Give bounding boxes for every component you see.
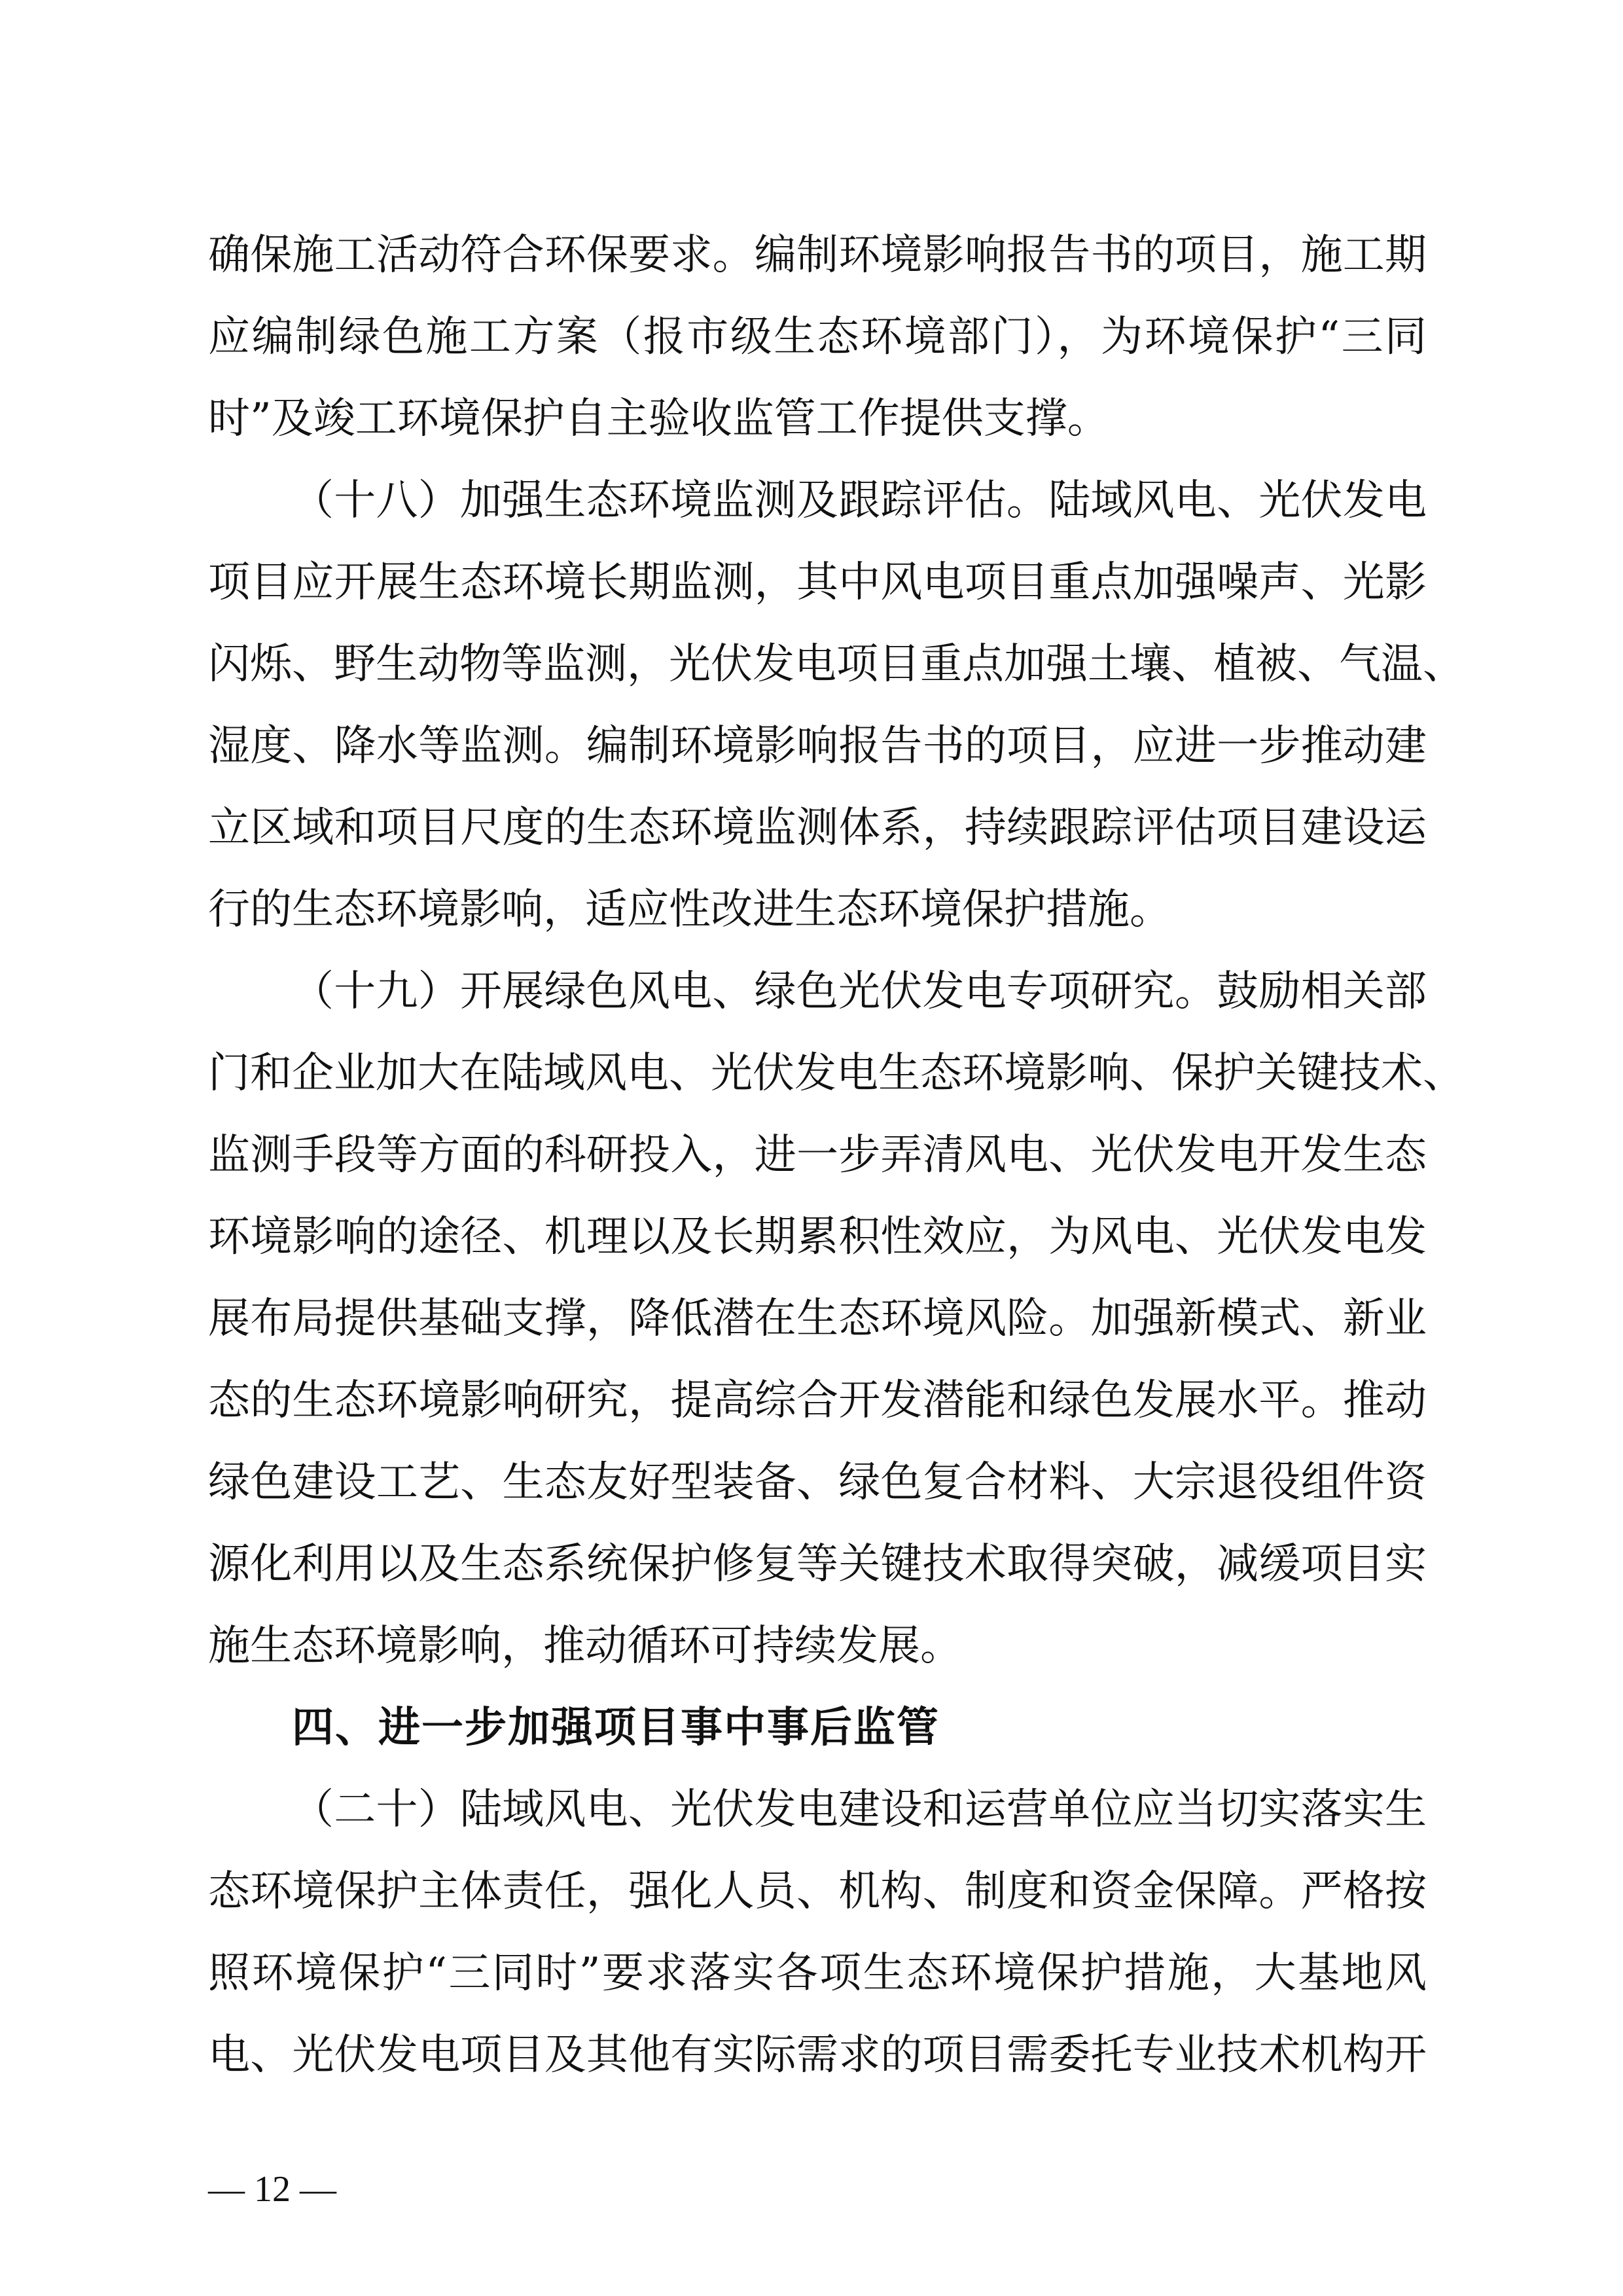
paragraph-line: 确保施工活动符合环保要求。编制环境影响报告书的项目，施工期 bbox=[208, 231, 1427, 279]
paragraph-line: 源化利用以及生态系统保护修复等关键技术取得突破，减缓项目实 bbox=[208, 1540, 1427, 1588]
paragraph-line: 电、光伏发电项目及其他有实际需求的项目需委托专业技术机构开 bbox=[208, 2031, 1427, 2079]
paragraph-line: 门和企业加大在陆域风电、光伏发电生态环境影响、保护关键技术、 bbox=[208, 1049, 1465, 1098]
paragraph-line: 立区域和项目尺度的生态环境监测体系，持续跟踪评估项目建设运 bbox=[208, 804, 1427, 852]
page-number: — 12 — bbox=[208, 2169, 336, 2210]
paragraph-line: （十八）加强生态环境监测及跟踪评估。陆域风电、光伏发电 bbox=[292, 476, 1427, 525]
paragraph-line: 监测手段等方面的科研投入，进一步弄清风电、光伏发电开发生态 bbox=[208, 1131, 1427, 1179]
paragraph-line: 时”及竣工环境保护自主验收监管工作提供支撑。 bbox=[208, 395, 1109, 443]
paragraph-line: 闪烁、野生动物等监测，光伏发电项目重点加强土壤、植被、气温、 bbox=[208, 640, 1465, 689]
paragraph-line: 施生态环境影响，推动循环可持续发展。 bbox=[208, 1622, 962, 1670]
paragraph-line: （十九）开展绿色风电、绿色光伏发电专项研究。鼓励相关部 bbox=[292, 967, 1427, 1016]
section-heading: 四、进一步加强项目事中事后监管 bbox=[292, 1704, 940, 1752]
paragraph-line: 湿度、降水等监测。编制环境影响报告书的项目，应进一步推动建 bbox=[208, 722, 1427, 770]
paragraph-line: 项目应开展生态环境长期监测，其中风电项目重点加强噪声、光影 bbox=[208, 558, 1427, 607]
paragraph-line: 态的生态环境影响研究，提高综合开发潜能和绿色发展水平。推动 bbox=[208, 1376, 1427, 1425]
paragraph-line: 绿色建设工艺、生态友好型装备、绿色复合材料、大宗退役组件资 bbox=[208, 1458, 1427, 1507]
paragraph-line: 照环境保护“三同时”要求落实各项生态环境保护措施，大基地风 bbox=[208, 1949, 1427, 1998]
paragraph-line: 应编制绿色施工方案（报市级生态环境部门），为环境保护“三同 bbox=[208, 313, 1427, 361]
paragraph-line: 环境影响的途径、机理以及长期累积性效应，为风电、光伏发电发 bbox=[208, 1213, 1427, 1261]
paragraph-line: （二十）陆域风电、光伏发电建设和运营单位应当切实落实生 bbox=[292, 1785, 1427, 1834]
paragraph-line: 行的生态环境影响，适应性改进生态环境保护措施。 bbox=[208, 886, 1171, 934]
paragraph-line: 态环境保护主体责任，强化人员、机构、制度和资金保障。严格按 bbox=[208, 1867, 1427, 1916]
paragraph-line: 展布局提供基础支撑，降低潜在生态环境风险。加强新模式、新业 bbox=[208, 1295, 1427, 1343]
